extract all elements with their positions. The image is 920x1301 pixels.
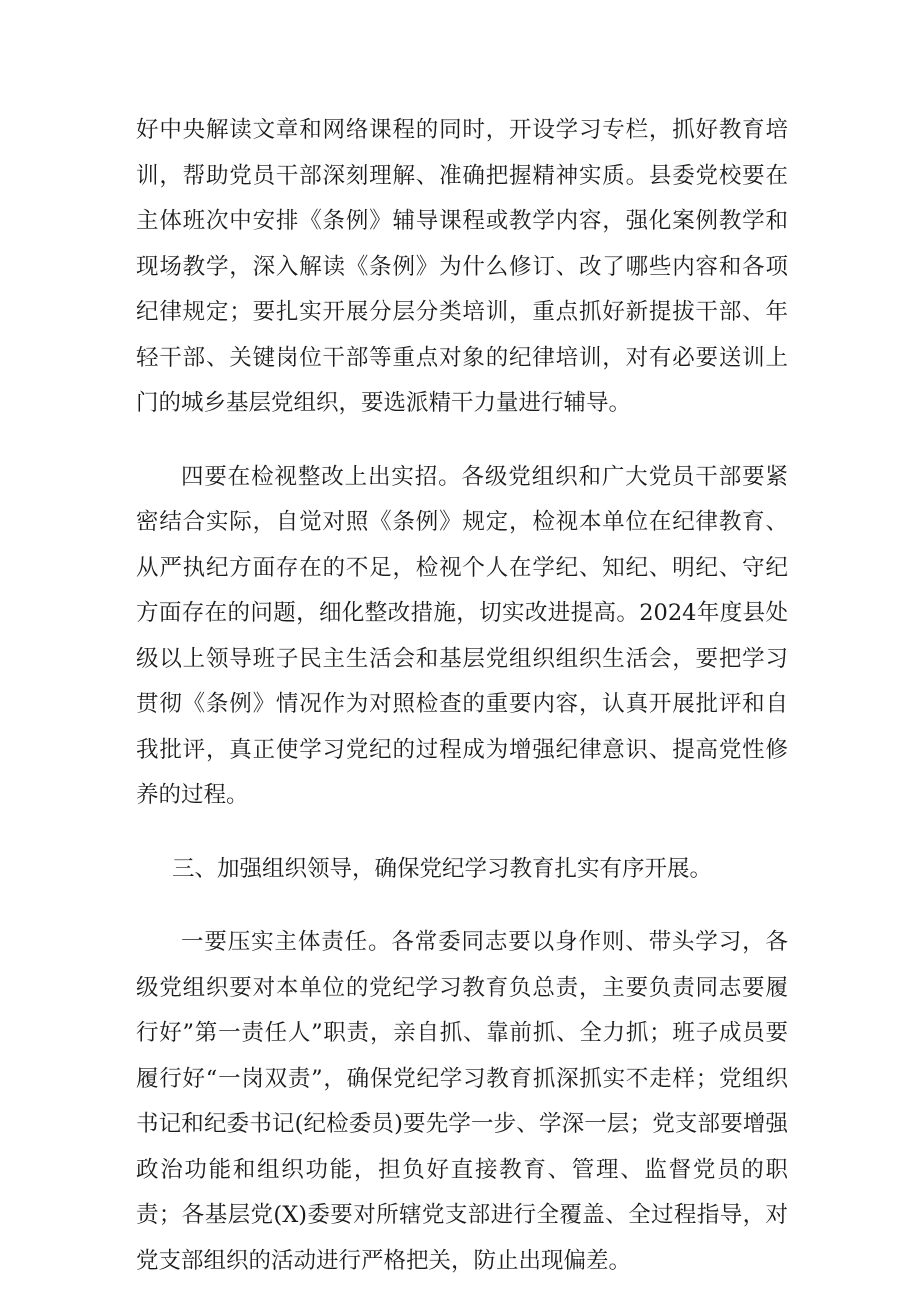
paragraph-continuation: 好中央解读文章和网络课程的同时，开设学习专栏，抓好教育培训，帮助党员干部深刻理解、准确把握精神实质。县委党校要在主体班次中安排《条例》辅导课程或教学内容，强化案例教学和现场教学，深入解读《条例》为什么修订、改了哪些内容和各项纪律规定；要扎实开展分层分类培训，重点抓好新提拔干部、年轻干部、关键岗位干部等重点对象的纪律培训，对有必要送训上门的城乡基层党组织，要选派精干力量进行辅导。 <box>136 117 788 416</box>
paragraph-main-responsibility: 一要压实主体责任。各常委同志要以身作则、带头学习，各级党组织要对本单位的党纪学习教育负总责，主要负责同志要履行好”第一责任人”职责，亲自抓、靠前抓、全力抓；班子成员要履行好“一岗双责”，确保党纪学习教育抓深抓实不走样；党组织书记和纪委书记(纪检委员)要先学一步、学深一层；党支部要增强政治功能和组织功能，担负好直接教育、管理、监督党员的职责；各基层党(X)委要对所辖党支部进行全覆盖、全过程指导，对党支部组织的活动进行严格把关，防止出现偏差。 <box>136 929 788 1274</box>
document-body <box>136 108 788 1284</box>
section-heading-organizational-leadership: 三、加强组织领导，确保党纪学习教育扎实有序开展。 <box>172 855 713 882</box>
paragraph-inspection-rectification: 四要在检视整改上出实招。各级党组织和广大党员干部要紧密结合实际，自觉对照《条例》规定，检视本单位在纪律教育、从严执纪方面存在的不足，检视个人在学纪、知纪、明纪、守纪方面存在的问题，细化整改措施，切实改进提高。2024年度县处级以上领导班子民主生活会和基层党组织组织生活会，要把学习贯彻《条例》情况作为对照检查的重要内容，认真开展批评和自我批评，真正使学习党纪的过程成为增强纪律意识、提高党性修养的过程。 <box>136 463 788 808</box>
